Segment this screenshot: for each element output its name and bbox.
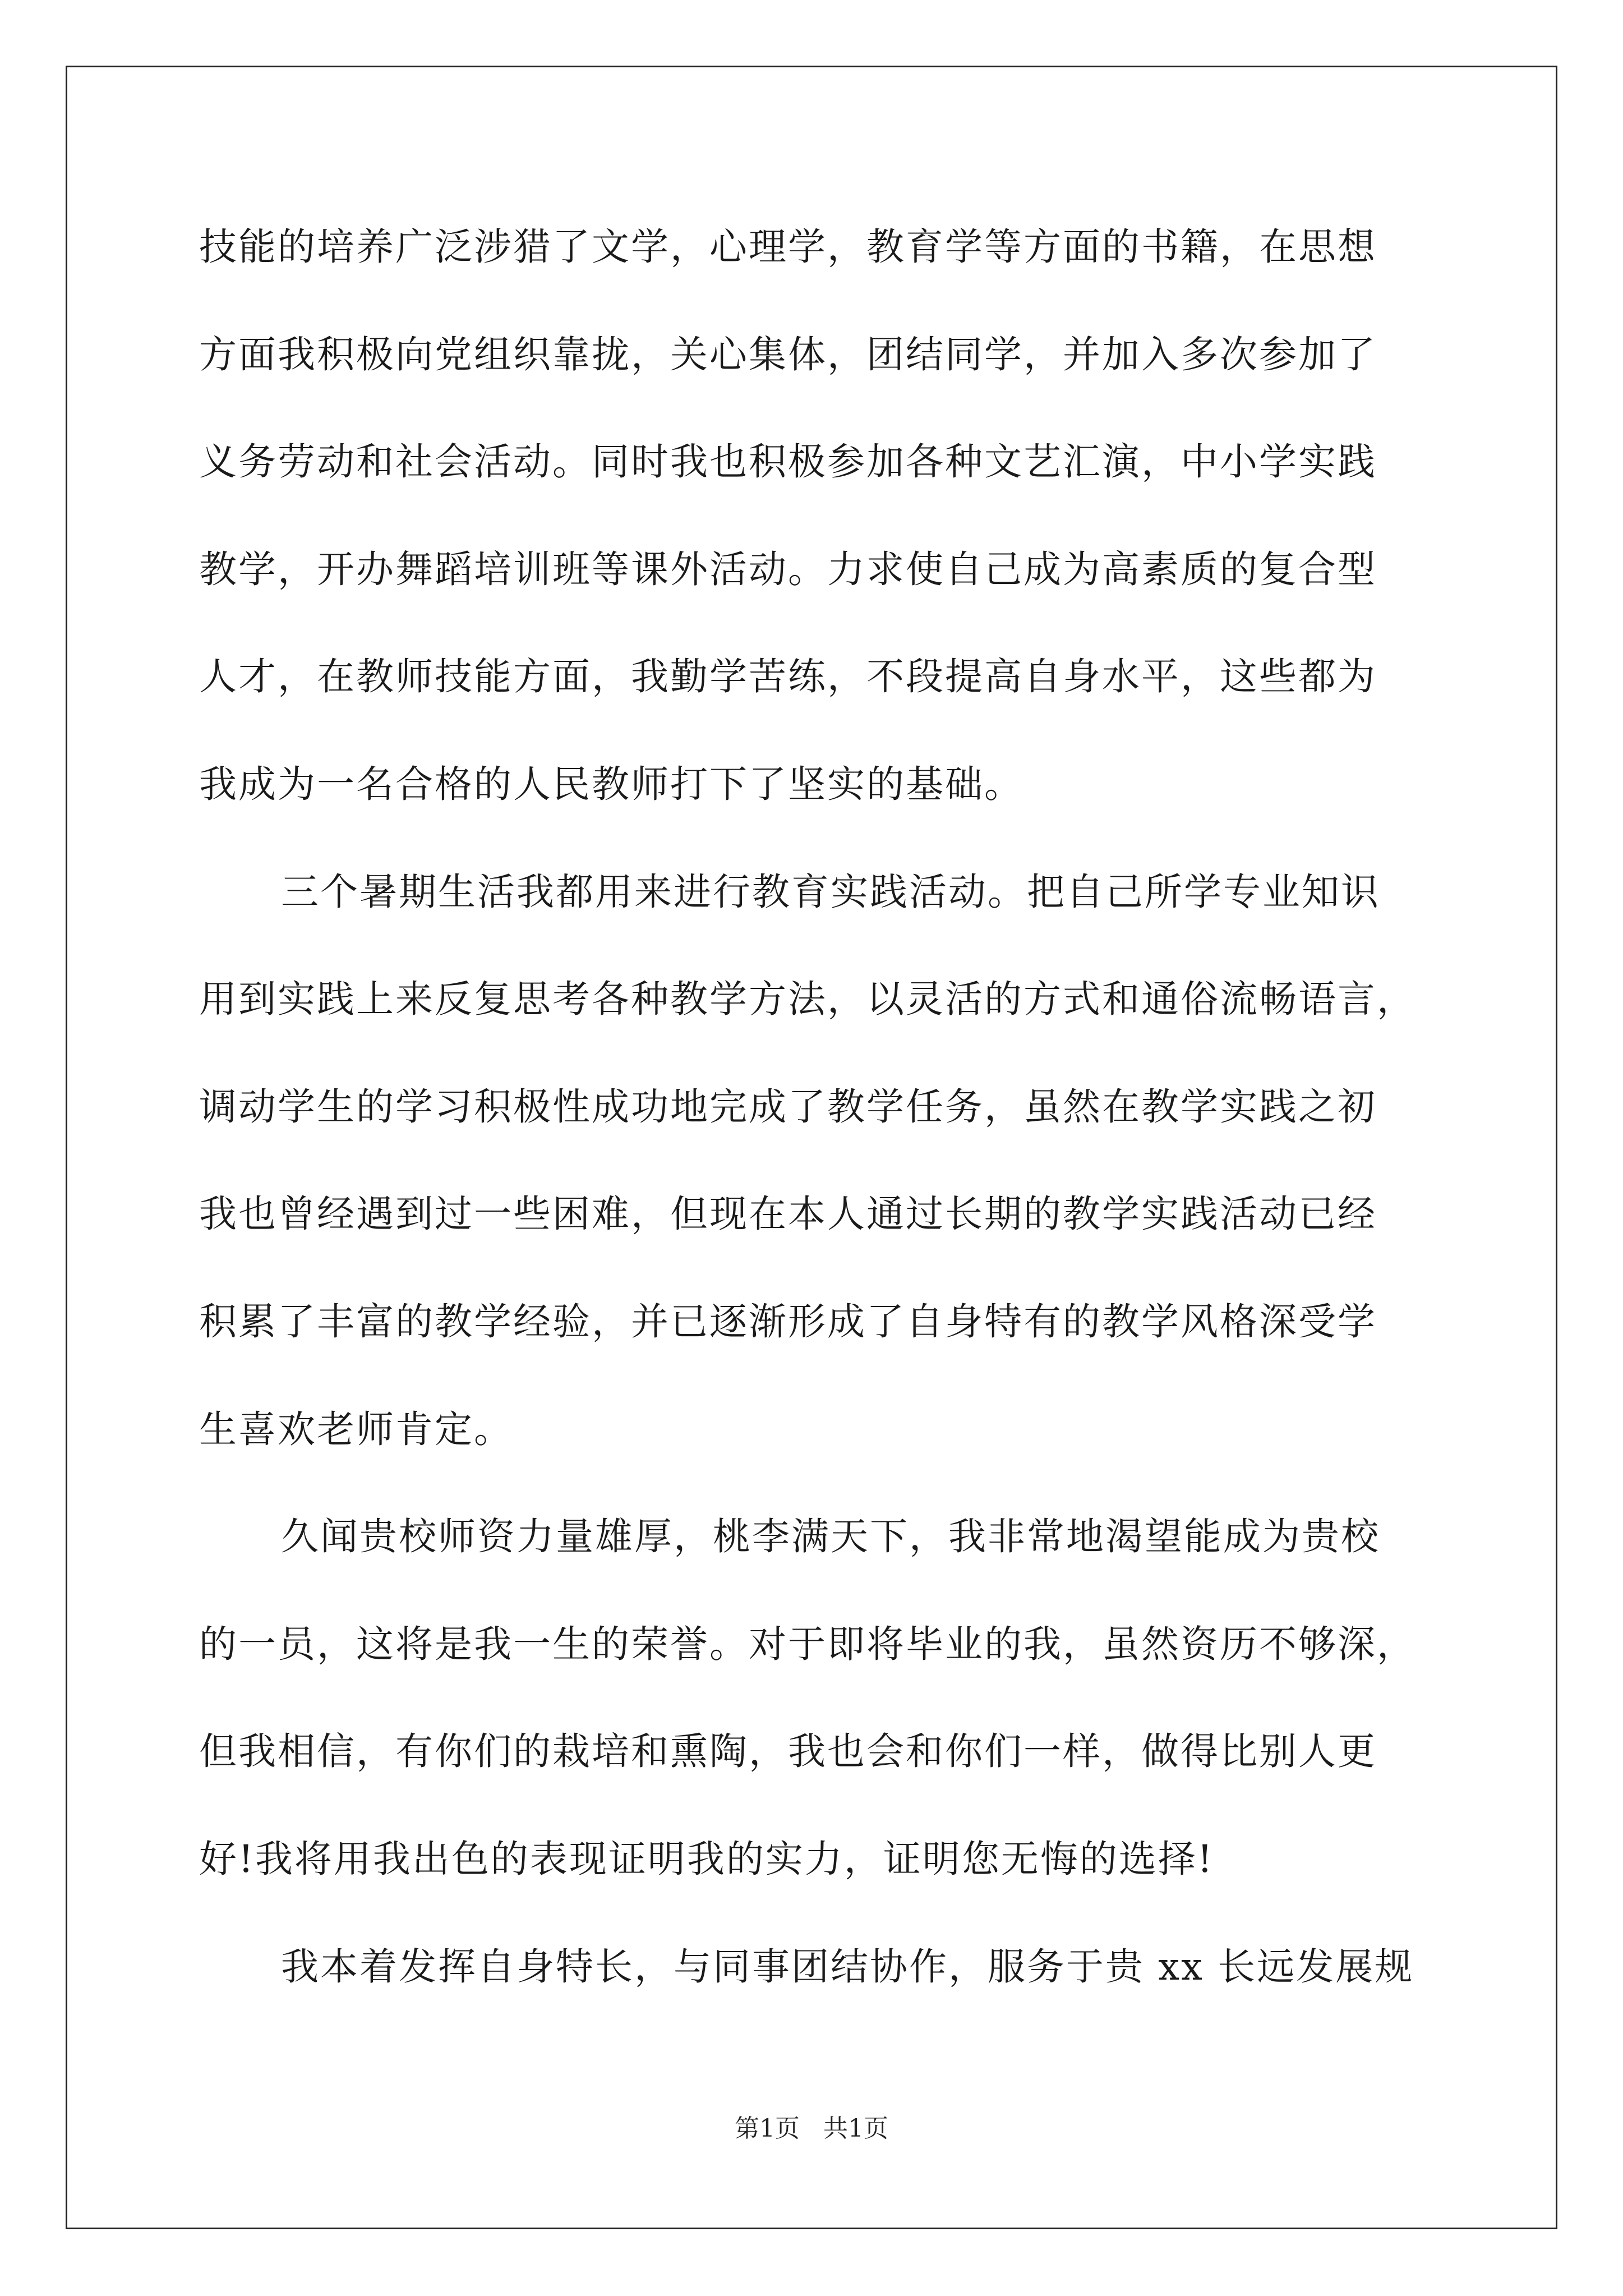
text-line: 好!我将用我出色的表现证明我的实力，证明您无悔的选择!	[199, 1837, 1214, 1881]
paragraph-first-line: 久闻贵校师资力量雄厚，桃李满天下，我非常地渴望能成为贵校	[281, 1515, 1380, 1559]
text-line: 方面我积极向党组织靠拢，关心集体，团结同学，并加入多次参加了	[199, 332, 1377, 376]
page-footer	[0, 2112, 1623, 2146]
text-line: 技能的培养广泛涉猎了文学，心理学，教育学等方面的书籍，在思想	[199, 225, 1377, 269]
text-line: 积累了丰富的教学经验，并已逐渐形成了自身特有的教学风格深受学	[199, 1299, 1377, 1343]
page-total: 共1页	[823, 2114, 888, 2143]
text-line: 教学，开办舞蹈培训班等课外活动。力求使自己成为高素质的复合型	[199, 547, 1377, 591]
text-line: 用到实践上来反复思考各种教学方法，以灵活的方式和通俗流畅语言，	[199, 977, 1416, 1022]
text-line: 我成为一名合格的人民教师打下了坚实的基础。	[199, 762, 1023, 806]
paragraph-first-line: 我本着发挥自身特长，与同事团结协作，服务于贵 xx 长远发展规	[281, 1944, 1414, 1989]
text-line: 生喜欢老师肯定。	[199, 1407, 513, 1451]
text-line: 义务劳动和社会活动。同时我也积极参加各种文艺汇演，中小学实践	[199, 440, 1377, 484]
text-line: 的一员，这将是我一生的荣誉。对于即将毕业的我，虽然资历不够深，	[199, 1622, 1416, 1666]
paragraph-first-line: 三个暑期生活我都用来进行教育实践活动。把自己所学专业知识	[281, 869, 1380, 914]
footer-gap	[800, 2114, 823, 2143]
text-line: 人才，在教师技能方面，我勤学苦练，不段提高自身水平，这些都为	[199, 655, 1377, 699]
text-line: 调动学生的学习积极性成功地完成了教学任务，虽然在教学实践之初	[199, 1084, 1377, 1129]
page-number: 第1页	[735, 2114, 800, 2143]
text-line: 我也曾经遇到过一些困难，但现在本人通过长期的教学实践活动已经	[199, 1192, 1377, 1236]
document-body	[199, 222, 1427, 2049]
text-line: 但我相信，有你们的栽培和熏陶，我也会和你们一样，做得比别人更	[199, 1729, 1377, 1774]
